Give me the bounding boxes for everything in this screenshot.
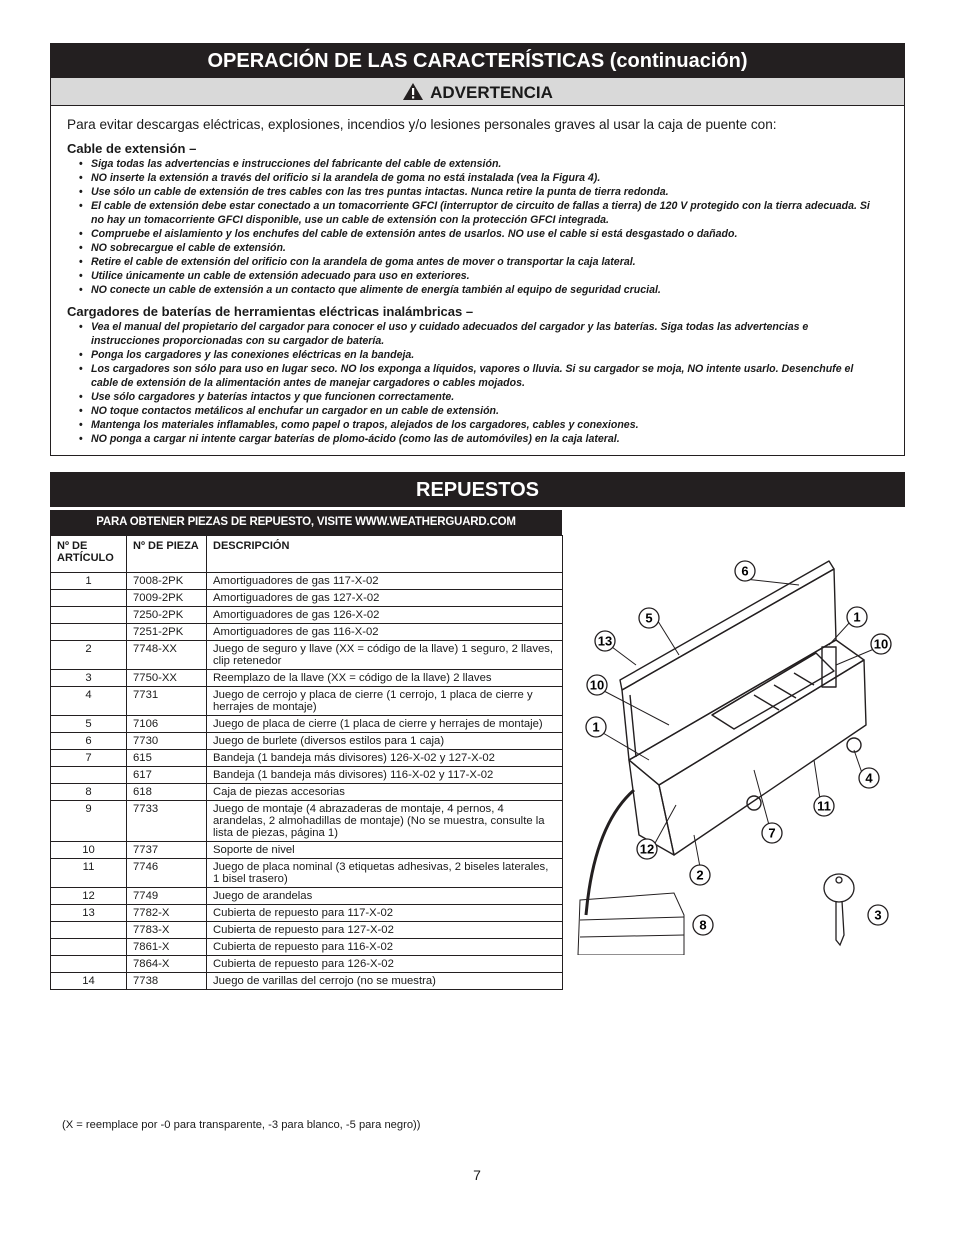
item-number-cell bbox=[51, 956, 127, 973]
warning-bullet: • Siga todas las advertencias e instrucciones del fabricante del cable de extensión. bbox=[77, 157, 877, 171]
warning-bullet: • El cable de extensión debe estar conectado a un tomacorriente GFCI (interruptor de circuito de fallas a tierra) de 120 V protegido con la tierra adecuada. Si no hay un tomacorriente GFCI disponible, use un cable de extensión con la protección GFCI integrada. bbox=[77, 199, 877, 227]
table-row bbox=[51, 573, 563, 590]
subhead-extension-cord: Cable de extensión – bbox=[67, 141, 197, 156]
description-cell: Cubierta de repuesto para 117-X-02 bbox=[207, 905, 563, 922]
table-row bbox=[51, 687, 563, 716]
parts-table-wrapper bbox=[50, 510, 562, 990]
item-number-cell: 6 bbox=[51, 733, 127, 750]
warning-bullet: • NO sobrecargue el cable de extensión. bbox=[77, 241, 877, 255]
part-number-cell: 7008-2PK bbox=[127, 573, 207, 590]
battery-charger-list bbox=[77, 320, 877, 446]
part-number-cell: 7746 bbox=[127, 859, 207, 888]
callout-leader bbox=[603, 733, 649, 760]
parts-title-bar bbox=[50, 472, 905, 507]
description-cell: Amortiguadores de gas 127-X-02 bbox=[207, 590, 563, 607]
parts-title: REPUESTOS bbox=[416, 479, 539, 501]
description-cell: Cubierta de repuesto para 127-X-02 bbox=[207, 922, 563, 939]
callout-marker bbox=[637, 839, 657, 859]
table-row bbox=[51, 750, 563, 767]
callout-marker bbox=[690, 865, 710, 885]
description-cell: Juego de varillas del cerrojo (no se muestra) bbox=[207, 973, 563, 990]
callout-marker bbox=[595, 631, 615, 651]
table-row bbox=[51, 956, 563, 973]
table-row bbox=[51, 801, 563, 842]
tool-box-drawing bbox=[586, 561, 866, 915]
table-row bbox=[51, 670, 563, 687]
parts-table-banner: PARA OBTENER PIEZAS DE REPUESTO, VISITE WWW.WEATHERGUARD.COM bbox=[50, 510, 562, 535]
description-cell: Reemplazo de la llave (XX = código de la llave) 2 llaves bbox=[207, 670, 563, 687]
part-number-cell: 7864-X bbox=[127, 956, 207, 973]
description-cell: Juego de burlete (diversos estilos para 1 caja) bbox=[207, 733, 563, 750]
table-row bbox=[51, 607, 563, 624]
description-cell: Amortiguadores de gas 126-X-02 bbox=[207, 607, 563, 624]
callout-leader bbox=[612, 647, 636, 665]
part-number-cell: 7782-X bbox=[127, 905, 207, 922]
warning-bullet: • NO toque contactos metálicos al enchufar un cargador en un cable de extensión. bbox=[77, 404, 877, 418]
item-number-cell bbox=[51, 624, 127, 641]
callout-label: 4 bbox=[865, 770, 873, 786]
callout-label: 12 bbox=[639, 841, 655, 857]
warning-bullet: • NO ponga a cargar ni intente cargar baterías de plomo-ácido (como las de automóviles) en la caja lateral. bbox=[77, 432, 877, 446]
item-number-cell: 7 bbox=[51, 750, 127, 767]
part-number-cell: 7251-2PK bbox=[127, 624, 207, 641]
part-number-cell: 617 bbox=[127, 767, 207, 784]
description-cell: Soporte de nivel bbox=[207, 842, 563, 859]
table-row bbox=[51, 905, 563, 922]
part-number-cell: 7730 bbox=[127, 733, 207, 750]
table-header-row bbox=[51, 536, 563, 573]
callout-label: 3 bbox=[874, 907, 882, 923]
item-number-cell: 10 bbox=[51, 842, 127, 859]
warning-bullet: • Mantenga los materiales inflamables, como papel o trapos, alejados de los cargadores, cables y conexiones. bbox=[77, 418, 877, 432]
table-row bbox=[51, 624, 563, 641]
callout-label: 1 bbox=[592, 719, 600, 735]
callout-marker bbox=[693, 915, 713, 935]
description-cell: Bandeja (1 bandeja más divisores) 126-X-02 y 127-X-02 bbox=[207, 750, 563, 767]
warning-bullet: • Ponga los cargadores y las conexiones eléctricas en la bandeja. bbox=[77, 348, 877, 362]
callout-label: 11 bbox=[817, 798, 831, 814]
part-number-cell: 618 bbox=[127, 784, 207, 801]
callout-leader bbox=[604, 691, 669, 725]
table-row bbox=[51, 922, 563, 939]
table-row bbox=[51, 767, 563, 784]
part-number-cell: 7731 bbox=[127, 687, 207, 716]
callout-label: 1 bbox=[853, 609, 861, 625]
tool-box-diagram bbox=[574, 555, 904, 955]
description-cell: Juego de arandelas bbox=[207, 888, 563, 905]
extension-cord-list bbox=[77, 157, 877, 297]
accessory-box-drawing bbox=[578, 893, 684, 955]
callout-marker bbox=[871, 634, 891, 654]
part-number-cell: 7783-X bbox=[127, 922, 207, 939]
warning-label: ADVERTENCIA bbox=[430, 83, 553, 102]
callout-marker bbox=[587, 675, 607, 695]
callout-leader bbox=[829, 622, 850, 645]
item-number-cell: 14 bbox=[51, 973, 127, 990]
table-row bbox=[51, 784, 563, 801]
part-number-cell: 615 bbox=[127, 750, 207, 767]
warning-bullet: • Use sólo un cable de extensión de tres cables con las tres puntas intactas. Nunca retire la punta de tierra redonda. bbox=[77, 185, 877, 199]
callout-marker bbox=[762, 823, 782, 843]
item-number-cell bbox=[51, 939, 127, 956]
part-number-cell: 7250-2PK bbox=[127, 607, 207, 624]
description-cell: Juego de seguro y llave (XX = código de la llave) 1 seguro, 2 llaves, clip retenedor bbox=[207, 641, 563, 670]
description-cell: Cubierta de repuesto para 116-X-02 bbox=[207, 939, 563, 956]
key-drawing bbox=[824, 874, 854, 945]
callout-label: 6 bbox=[741, 563, 749, 579]
table-row bbox=[51, 842, 563, 859]
part-number-cell: 7733 bbox=[127, 801, 207, 842]
subhead-battery-chargers: Cargadores de baterías de herramientas eléctricas inalámbricas – bbox=[67, 304, 474, 319]
description-cell: Cubierta de repuesto para 126-X-02 bbox=[207, 956, 563, 973]
section-title: OPERACIÓN DE LAS CARACTERÍSTICAS (continuación) bbox=[207, 50, 748, 72]
item-number-cell: 13 bbox=[51, 905, 127, 922]
table-row bbox=[51, 859, 563, 888]
part-number-cell: 7737 bbox=[127, 842, 207, 859]
item-number-cell bbox=[51, 607, 127, 624]
callout-marker bbox=[859, 768, 879, 788]
table-row bbox=[51, 888, 563, 905]
description-cell: Juego de montaje (4 abrazaderas de montaje, 4 pernos, 4 arandelas, 2 almohadillas de montaje) (No se muestra, consulte la lista de piezas, página 1) bbox=[207, 801, 563, 842]
item-number-cell bbox=[51, 767, 127, 784]
part-number-cell: 7009-2PK bbox=[127, 590, 207, 607]
callout-label: 2 bbox=[696, 867, 704, 883]
callout-marker bbox=[847, 607, 867, 627]
callout-label: 10 bbox=[873, 636, 889, 652]
description-cell: Bandeja (1 bandeja más divisores) 116-X-02 y 117-X-02 bbox=[207, 767, 563, 784]
column-header-part: Nº DE PIEZA bbox=[127, 536, 207, 573]
item-number-cell: 4 bbox=[51, 687, 127, 716]
part-number-cell: 7861-X bbox=[127, 939, 207, 956]
item-number-cell: 5 bbox=[51, 716, 127, 733]
description-cell: Juego de placa nominal (3 etiquetas adhesivas, 2 biseles laterales, 1 bisel trasero) bbox=[207, 859, 563, 888]
section-title-bar bbox=[50, 43, 905, 78]
warning-header bbox=[50, 78, 905, 106]
callout-leader bbox=[854, 750, 862, 773]
item-number-cell: 8 bbox=[51, 784, 127, 801]
warning-intro: Para evitar descargas eléctricas, explosiones, incendios y/o lesiones personales graves al usar la caja de puente con: bbox=[67, 117, 777, 132]
description-cell: Juego de placa de cierre (1 placa de cierre y herrajes de montaje) bbox=[207, 716, 563, 733]
callout-marker bbox=[735, 561, 755, 581]
part-number-cell: 7748-XX bbox=[127, 641, 207, 670]
item-number-cell: 3 bbox=[51, 670, 127, 687]
table-row bbox=[51, 733, 563, 750]
callout-label: 7 bbox=[768, 825, 776, 841]
table-row bbox=[51, 641, 563, 670]
table-row bbox=[51, 973, 563, 990]
page-number: 7 bbox=[473, 1167, 481, 1183]
part-number-cell: 7738 bbox=[127, 973, 207, 990]
warning-bullet: • Compruebe el aislamiento y los enchufes del cable de extensión antes de usarlos. NO use el cable si está desgastado o dañado. bbox=[77, 227, 877, 241]
parts-table bbox=[50, 535, 563, 990]
color-footnote: (X = reemplace por -0 para transparente, -3 para blanco, -5 para negro)) bbox=[62, 1119, 421, 1131]
column-header-item: Nº DE ARTÍCULO bbox=[51, 536, 127, 573]
callout-marker bbox=[586, 717, 606, 737]
item-number-cell: 11 bbox=[51, 859, 127, 888]
table-row bbox=[51, 590, 563, 607]
column-header-description: DESCRIPCIÓN bbox=[207, 536, 563, 573]
description-cell: Amortiguadores de gas 117-X-02 bbox=[207, 573, 563, 590]
callout-group bbox=[586, 561, 891, 935]
part-number-cell: 7750-XX bbox=[127, 670, 207, 687]
item-number-cell: 2 bbox=[51, 641, 127, 670]
callout-marker bbox=[639, 608, 659, 628]
description-cell: Caja de piezas accesorias bbox=[207, 784, 563, 801]
part-number-cell: 7749 bbox=[127, 888, 207, 905]
warning-bullet: • Utilice únicamente un cable de extensión adecuado para uso en exteriores. bbox=[77, 269, 877, 283]
table-row bbox=[51, 716, 563, 733]
table-row bbox=[51, 939, 563, 956]
description-cell: Juego de cerrojo y placa de cierre (1 cerrojo, 1 placa de cierre y herrajes de montaje) bbox=[207, 687, 563, 716]
part-number-cell: 7106 bbox=[127, 716, 207, 733]
item-number-cell: 1 bbox=[51, 573, 127, 590]
callout-leader bbox=[814, 760, 820, 799]
item-number-cell bbox=[51, 922, 127, 939]
description-cell: Amortiguadores de gas 116-X-02 bbox=[207, 624, 563, 641]
callout-label: 13 bbox=[597, 633, 613, 649]
warning-bullet: • Use sólo cargadores y baterías intactos y que funcionen correctamente. bbox=[77, 390, 877, 404]
callout-leader bbox=[836, 649, 874, 665]
item-number-cell bbox=[51, 590, 127, 607]
warning-box bbox=[50, 105, 905, 456]
callout-marker bbox=[814, 796, 834, 816]
callout-label: 10 bbox=[589, 677, 605, 693]
item-number-cell: 12 bbox=[51, 888, 127, 905]
warning-bullet: • Los cargadores son sólo para uso en lugar seco. NO los exponga a líquidos, vapores o lluvia. Si su cargador se moja, NO intente usarlo. Desenchufe el cable de extensión de la alimentación antes de manejar cargadores o cables mojados. bbox=[77, 362, 877, 390]
callout-label: 5 bbox=[645, 610, 653, 626]
warning-bullet: • Retire el cable de extensión del orificio con la arandela de goma antes de mover o transportar la caja lateral. bbox=[77, 255, 877, 269]
callout-label: 8 bbox=[699, 917, 707, 933]
callout-leader bbox=[754, 770, 769, 825]
callout-leader bbox=[656, 618, 679, 655]
warning-bullet: • NO inserte la extensión a través del orificio si la arandela de goma no está instalada (vea la Figura 4). bbox=[77, 171, 877, 185]
warning-bullet: • NO conecte un cable de extensión a un contacto que alimente de energía también al equipo de seguridad crucial. bbox=[77, 283, 877, 297]
callout-marker bbox=[868, 905, 888, 925]
warning-bullet: • Vea el manual del propietario del cargador para conocer el uso y cuidado adecuados del cargador y las baterías. Siga todas las advertencias e instrucciones proporcionadas con su cargador de batería. bbox=[77, 320, 877, 348]
item-number-cell: 9 bbox=[51, 801, 127, 842]
